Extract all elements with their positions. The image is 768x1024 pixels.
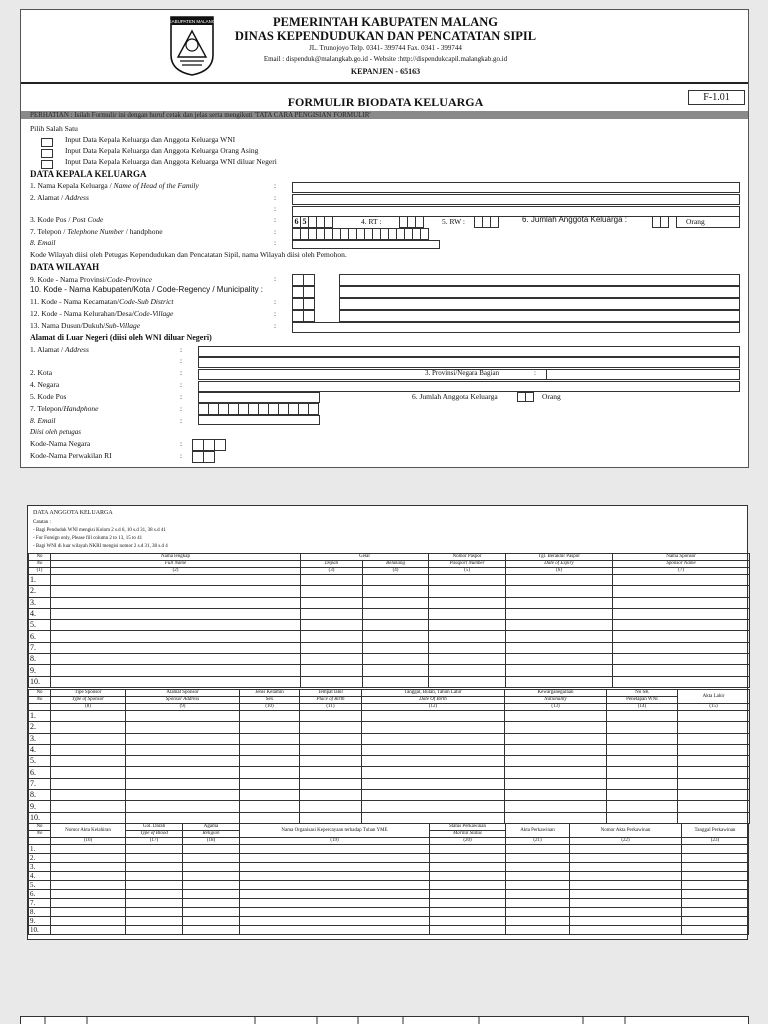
field-2-label: 2. Alamat / Address: [30, 193, 89, 202]
abroad-7-label: 7. Telepon/Handphone: [30, 404, 99, 413]
abroad-8-label: 8. Email: [30, 416, 56, 425]
village-code-input[interactable]: [292, 310, 314, 322]
region-9-label: 9. Kode - Nama Provinsi/Code-Province: [30, 275, 152, 284]
address-input-2[interactable]: [292, 206, 740, 217]
table-row[interactable]: 10.: [29, 812, 750, 823]
table-row[interactable]: 4.: [29, 872, 749, 881]
table-row[interactable]: 5.: [29, 881, 749, 890]
table-row[interactable]: 3.: [29, 733, 750, 744]
table-row[interactable]: 1.: [29, 845, 749, 854]
table-row[interactable]: 7.: [29, 778, 750, 789]
form-title: FORMULIR BIODATA KELUARGA: [287, 95, 484, 109]
option-foreign-checkbox[interactable]: [41, 149, 53, 158]
members-table-3: No Nomor Akta Kelahiran Gol. Darah Agama Nama Organisasi Kepercayaan terhadap Tuhan YME Status Perkawinan Akta Perkawinan Nomor Akta Perkawinan Tanggal Perkawinan No Type of Blood Religion Marital Status (16) (17) (18) (19) (20) (21) (22) (23) 1. 2. 3. 4. 5. 6. 7. 8. 9. 10.: [28, 823, 747, 935]
table-row[interactable]: 10.: [29, 676, 750, 687]
region-13-label: 13. Nama Dusun/Dukuh/Sub-Village: [30, 321, 141, 330]
head-name-input[interactable]: [292, 182, 740, 193]
village-name-input[interactable]: [339, 310, 740, 322]
form-page-3: [20, 1016, 749, 1024]
country-code-input[interactable]: [192, 439, 225, 451]
notice-bar: PERHATIAN : Isilah Formulir ini dengan huruf cetak dan jelas serta mengikuti 'TATA CARA PENGISIAN FORMULIR': [21, 111, 748, 119]
province-code-input[interactable]: [292, 274, 314, 286]
table-row[interactable]: 2.: [29, 722, 750, 733]
table-row[interactable]: 2.: [29, 586, 750, 597]
header-line-2: DINAS KEPENDUDUKAN DAN PENCATATAN SIPIL: [234, 29, 537, 43]
abroad-email-input[interactable]: [198, 415, 320, 425]
abroad-4-label: 4. Negara: [30, 380, 60, 389]
option-wni-label: Input Data Kepala Keluarga dan Anggota Keluarga WNI: [65, 135, 236, 144]
section-head-family: DATA KEPALA KELUARGA: [30, 169, 147, 179]
members-table-2: No Tipe Sponsor Alamat Sponsor Jenis Kelamin Tempat lahir Tanggal, Bulan, Tahun Lahir Kewarganegaraan No SK Akta Lahir No Type of Sponsor Sponsor Address Sex Place of Birth Date Of Birth Nationality Penetapan WNI (8) (9) (10) (11) (12) (13) (14) (15) 1. 2. 3. 4. 5. 6. 7. 8. 9. 10.: [28, 689, 747, 824]
mission-code-label: Kode-Nama Perwakilan RI: [30, 451, 112, 460]
header-line-5: KEPANJEN - 65163: [350, 67, 421, 76]
table-row[interactable]: 9.: [29, 665, 750, 676]
abroad-5-label: 5. Kode Pos: [30, 392, 67, 401]
table-row[interactable]: 1.: [29, 575, 750, 586]
orang-label: Orang: [676, 216, 740, 228]
phone-input[interactable]: [292, 228, 428, 240]
table-row[interactable]: 4.: [29, 744, 750, 755]
svg-text:KABUPATEN MALANG: KABUPATEN MALANG: [168, 19, 216, 24]
option-foreign-label: Input Data Kepala Keluarga dan Anggota Keluarga Orang Asing: [65, 146, 259, 155]
abroad-orang-label: Orang: [542, 392, 561, 401]
table-row[interactable]: 7.: [29, 642, 750, 653]
header-line-1: PEMERINTAH KABUPATEN MALANG: [273, 15, 498, 29]
sub-village-input[interactable]: [292, 322, 740, 333]
wilayah-note: Kode Wilayah diisi oleh Petugas Kependudukan dan Pencatatan Sipil, nama Wilayah diisi oleh Pemohon.: [30, 250, 347, 259]
form-code: F-1.01: [688, 90, 745, 105]
abroad-phone-input[interactable]: [198, 403, 318, 415]
header-line-3: JL. Trunojoyo Telp. 0341- 399744 Fax. 0341 - 399744: [309, 44, 462, 52]
table-row[interactable]: 3.: [29, 597, 750, 608]
table-row[interactable]: 3.: [29, 863, 749, 872]
choose-label: Pilih Salah Satu: [30, 124, 78, 133]
rt-input[interactable]: [399, 216, 423, 228]
option-wni-checkbox[interactable]: [41, 138, 53, 147]
email-input[interactable]: [292, 240, 440, 249]
section-head-region: DATA WILAYAH: [30, 262, 100, 272]
mission-code-input[interactable]: [192, 451, 214, 463]
abroad-address-input-1[interactable]: [198, 346, 740, 357]
subdistrict-name-input[interactable]: [339, 298, 740, 310]
postcode-input[interactable]: 6 5: [292, 216, 332, 228]
field-3-label: 3. Kode Pos / Post Code: [30, 215, 104, 224]
table-row[interactable]: 9.: [29, 917, 749, 926]
section-head-abroad: Alamat di Luar Negeri (diisi oleh WNI diluar Negeri): [30, 333, 212, 342]
table-row[interactable]: 5.: [29, 756, 750, 767]
table-row[interactable]: 8.: [29, 790, 750, 801]
rw-input[interactable]: [474, 216, 498, 228]
regency-name-input[interactable]: [339, 286, 740, 298]
abroad-country-input[interactable]: [198, 381, 740, 392]
country-code-label: Kode-Nama Negara: [30, 439, 91, 448]
table-row[interactable]: 10.: [29, 926, 749, 935]
option-abroad-label: Input Data Kepala Keluarga dan Anggota Keluarga WNI diluar Negeri: [65, 157, 277, 166]
table-row[interactable]: 6.: [29, 767, 750, 778]
table-row[interactable]: 9.: [29, 801, 750, 812]
table-row[interactable]: 2.: [29, 854, 749, 863]
field-1-label: 1. Nama Kepala Keluarga / Name of Head of the Family: [30, 181, 199, 190]
regency-code-input[interactable]: [292, 286, 314, 298]
option-abroad-checkbox[interactable]: [41, 160, 53, 169]
abroad-state-input[interactable]: [546, 369, 740, 380]
header-line-4: Email : dispenduk@malangkab.go.id - Website :http://dispendukcapil.malangkab.go.id: [263, 55, 508, 63]
form-page-2: DATA ANGGOTA KELUARGA Catatan : - Bagi Penduduk WNI mengisi Kolom 2 s.d 6, 10 s.d 31, 38 s.d 41 - For Foreign only, Please fill column 2 to 13, 15 to 41 - Bagi WNI di luar wilayah NKRI mengisi nomor 2 s.d 31, 38 s.d 4 No Nama lengkap Gelar Nomor Paspor Tgl. Berakhir Paspor Nama Sponsor No Full Name Depan Belakang Passport Number Date of Expiry Sponsor Name (1) (2) (3) (4) (5) (6) (7) 1. 2. 3. 4. 5. 6. 7. 8. 9. 10. No Tipe Sponsor Alamat Sponsor Jenis Kelamin Tempat lahir Tanggal, Bulan, Tahun Lahir Kewarganegaraan No SK Akta Lahir No Type of Sponsor Sponsor Address Sex Place of Birth Date Of Birth Nationality Penetapan WNI (8) (9) (10) (11) (12) (13) (14) (15) 1. 2. 3. 4. 5. 6. 7. 8. 9. 10. No Nomor Akta Kelahiran Gol. Darah Agama Nama Organisasi Kepercayaan terhadap Tuhan YME Status Perkawinan Akta Perkawinan Nomor Akta Perkawinan Tanggal Perkawinan No Type of Blood Religion Marital Status (16) (17) (18) (19) (20) (21) (22) (23) 1. 2. 3. 4. 5. 6. 7. 8. 9. 10.: [27, 505, 748, 940]
region-11-label: 11. Kode - Nama Kecamatan/Code-Sub District: [30, 297, 174, 306]
members-table-1: No Nama lengkap Gelar Nomor Paspor Tgl. Berakhir Paspor Nama Sponsor No Full Name Depan Belakang Passport Number Date of Expiry Sponsor Name (1) (2) (3) (4) (5) (6) (7) 1. 2. 3. 4. 5. 6. 7. 8. 9. 10.: [28, 553, 747, 688]
subdistrict-code-input[interactable]: [292, 298, 314, 310]
abroad-postcode-input[interactable]: [198, 392, 320, 403]
table-row[interactable]: 1.: [29, 711, 750, 722]
table-row[interactable]: 7.: [29, 899, 749, 908]
rw-label: 5. RW :: [442, 217, 465, 226]
abroad-member-count-input[interactable]: [517, 392, 533, 404]
member-count-input[interactable]: [652, 216, 668, 228]
table-row[interactable]: 6.: [29, 631, 750, 642]
abroad-address-input-2[interactable]: [198, 357, 740, 368]
form-page-1: KABUPATEN MALANG PEMERINTAH KABUPATEN MALANG DINAS KEPENDUDUKAN DAN PENCATATAN SIPIL JL. Trunojoyo Telp. 0341- 399744 Fax. 0341 - 399744 Email : dispenduk@malangkab.go.id - Website :http://dispendukcapil.malangkab.go.id KEPANJEN - 65163 F-1.01 FORMULIR BIODATA KELUARGA PERHATIAN : Isilah Formulir ini dengan huruf cetak dan jelas serta mengikuti 'TATA CARA PENGISIAN FORMULIR' Pilih Salah Satu Input Data Kepala Keluarga dan Anggota Keluarga WNI Input Data Kepala Keluarga dan Anggota Keluarga Orang Asing Input Data Kepala Keluarga dan Anggota Keluarga WNI diluar Negeri DATA KEPALA KELUARGA 1. Nama Kepala Keluarga / Name of Head of the Family 2. Alamat / Address : : : 3. Kode Pos / Post Code : 6 5 4. RT : 5. RW : 6. Jumlah Anggota Keluarga : Orang 7. Telepon / Telephone Number / handphone : 8. Email : Kode Wilayah diisi oleh Petugas Kependudukan dan Pencatatan Sipil, nama Wilayah diisi oleh Pemohon. DATA WILAYAH 9. Kode - Nama Provinsi/Code-Province 10. Kode - Nama Kabupaten/Kota / Code-Regency / Municipality : 11. Kode - Nama Kecamatan/Code-Sub District 12. Kode - Nama Kelurahan/Desa/Code-Village 13. Nama Dusun/Dukuh/Sub-Village : : : : Alamat di Luar Negeri (diisi oleh WNI diluar Negeri) 1. Alamat / Address : : 2. Kota : 3. Provinsi/Negara Bagian : 4. Negara : 5. Kode Pos : 6. Jumlah Anggota Keluarga Orang 7. Telepon/Handphone : 8. Email : Diisi oleh petugas Kode-Nama Negara : Kode-Nama Perwakilan RI :: [20, 9, 749, 468]
member-count-label: 6. Jumlah Anggota Keluarga :: [522, 215, 627, 224]
address-input-1[interactable]: [292, 194, 740, 205]
members-title: DATA ANGGOTA KELUARGA: [33, 510, 113, 516]
rt-label: 4. RT :: [361, 217, 382, 226]
table-row[interactable]: 4.: [29, 608, 750, 619]
table-row[interactable]: 6.: [29, 890, 749, 899]
petugas-label: Diisi oleh petugas: [30, 428, 81, 436]
table-row[interactable]: 8.: [29, 908, 749, 917]
province-name-input[interactable]: [339, 274, 740, 286]
field-8-label: 8. Email: [30, 238, 56, 247]
abroad-2-label: 2. Kota: [30, 368, 53, 377]
abroad-3-label: 3. Provinsi/Negara Bagian: [425, 369, 500, 377]
abroad-1-label: 1. Alamat / Address: [30, 345, 89, 354]
page-3-grid: [21, 1017, 750, 1024]
region-12-label: 12. Kode - Nama Kelurahan/Desa/Code-Village: [30, 309, 174, 318]
table-row[interactable]: 5.: [29, 620, 750, 631]
table-row[interactable]: 8.: [29, 654, 750, 665]
region-10-label: 10. Kode - Nama Kabupaten/Kota / Code-Regency / Municipality :: [30, 285, 264, 294]
field-7-label: 7. Telepon / Telephone Number / handphone: [30, 227, 163, 236]
abroad-6-label: 6. Jumlah Anggota Keluarga: [412, 392, 498, 401]
